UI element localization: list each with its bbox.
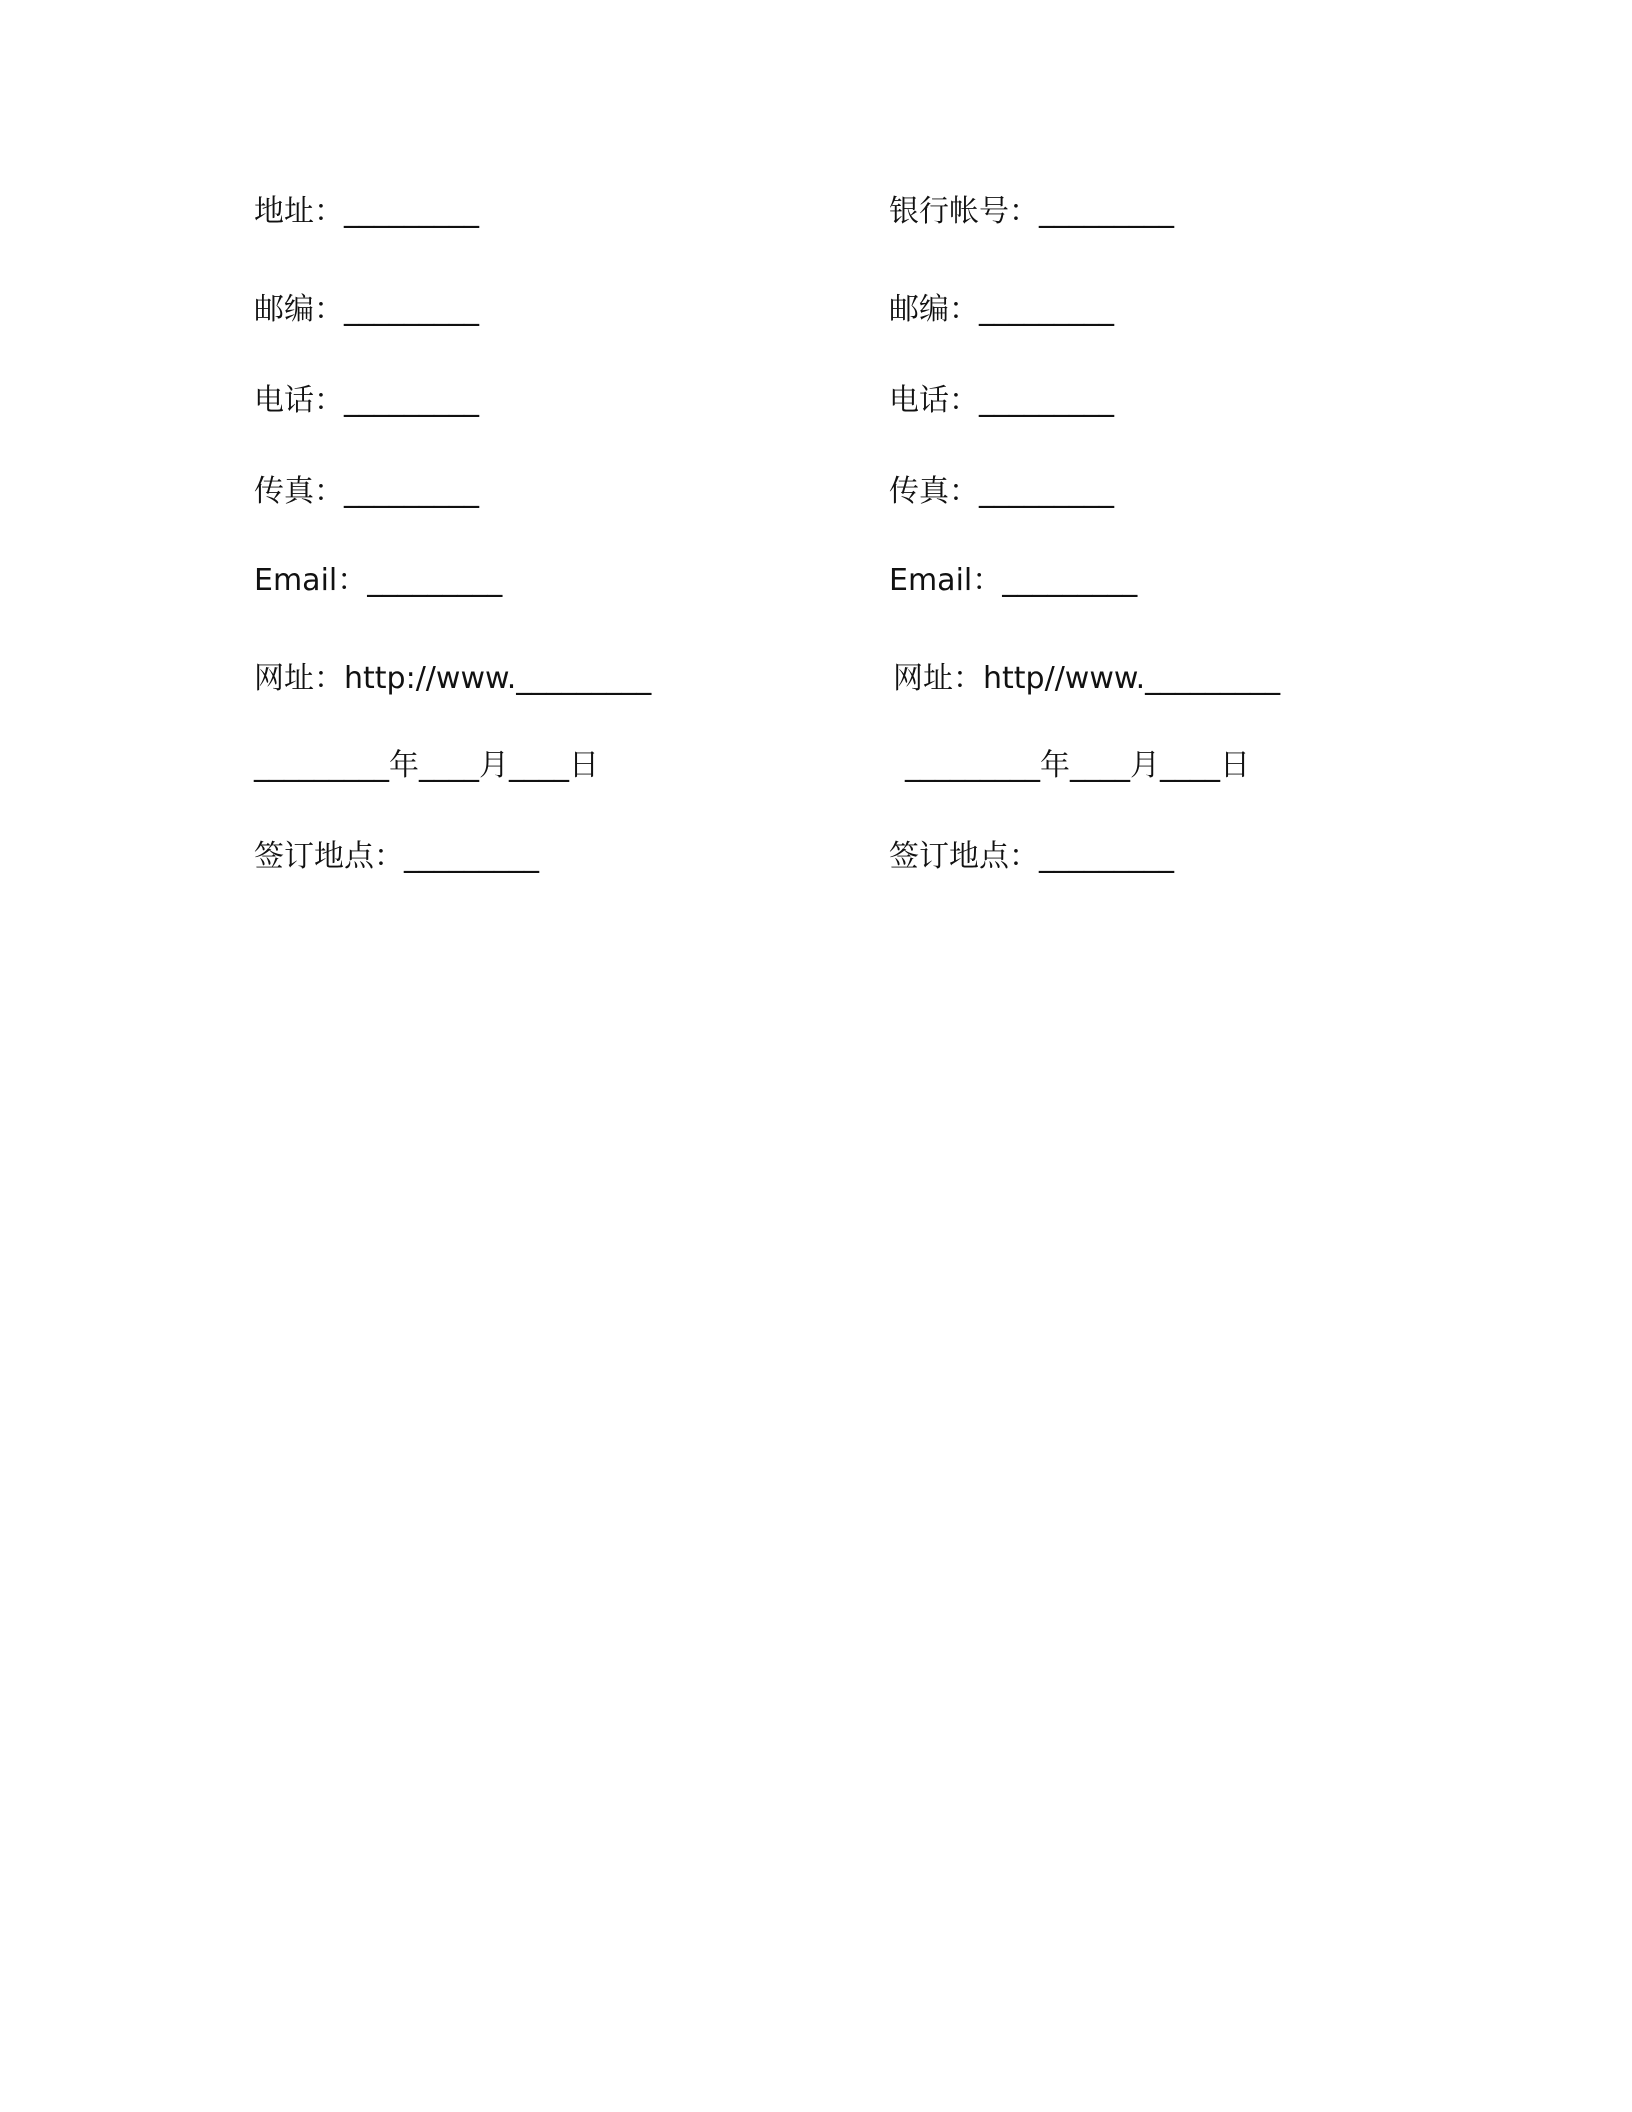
left-phone-field: 电话：_________	[254, 383, 479, 418]
right-signing-place-field: 签订地点：_________	[889, 839, 1174, 874]
right-bank-account-field: 银行帐号：_________	[889, 194, 1174, 229]
right-fax-field: 传真：_________	[889, 474, 1114, 509]
right-phone-field: 电话：_________	[889, 383, 1114, 418]
right-email-field: Email：_________	[889, 563, 1138, 598]
left-postcode-field: 邮编：_________	[254, 292, 479, 327]
right-website-field: 网址：http//www._________	[893, 661, 1281, 696]
left-fax-field: 传真：_________	[254, 474, 479, 509]
left-date-field: _________年____月____日	[254, 748, 599, 783]
left-email-field: Email：_________	[254, 563, 503, 598]
left-website-field: 网址：http://www._________	[254, 661, 652, 696]
right-postcode-field: 邮编：_________	[889, 292, 1114, 327]
left-signing-place-field: 签订地点：_________	[254, 839, 539, 874]
left-address-field: 地址：_________	[254, 194, 479, 229]
right-date-field: _________年____月____日	[905, 748, 1250, 783]
